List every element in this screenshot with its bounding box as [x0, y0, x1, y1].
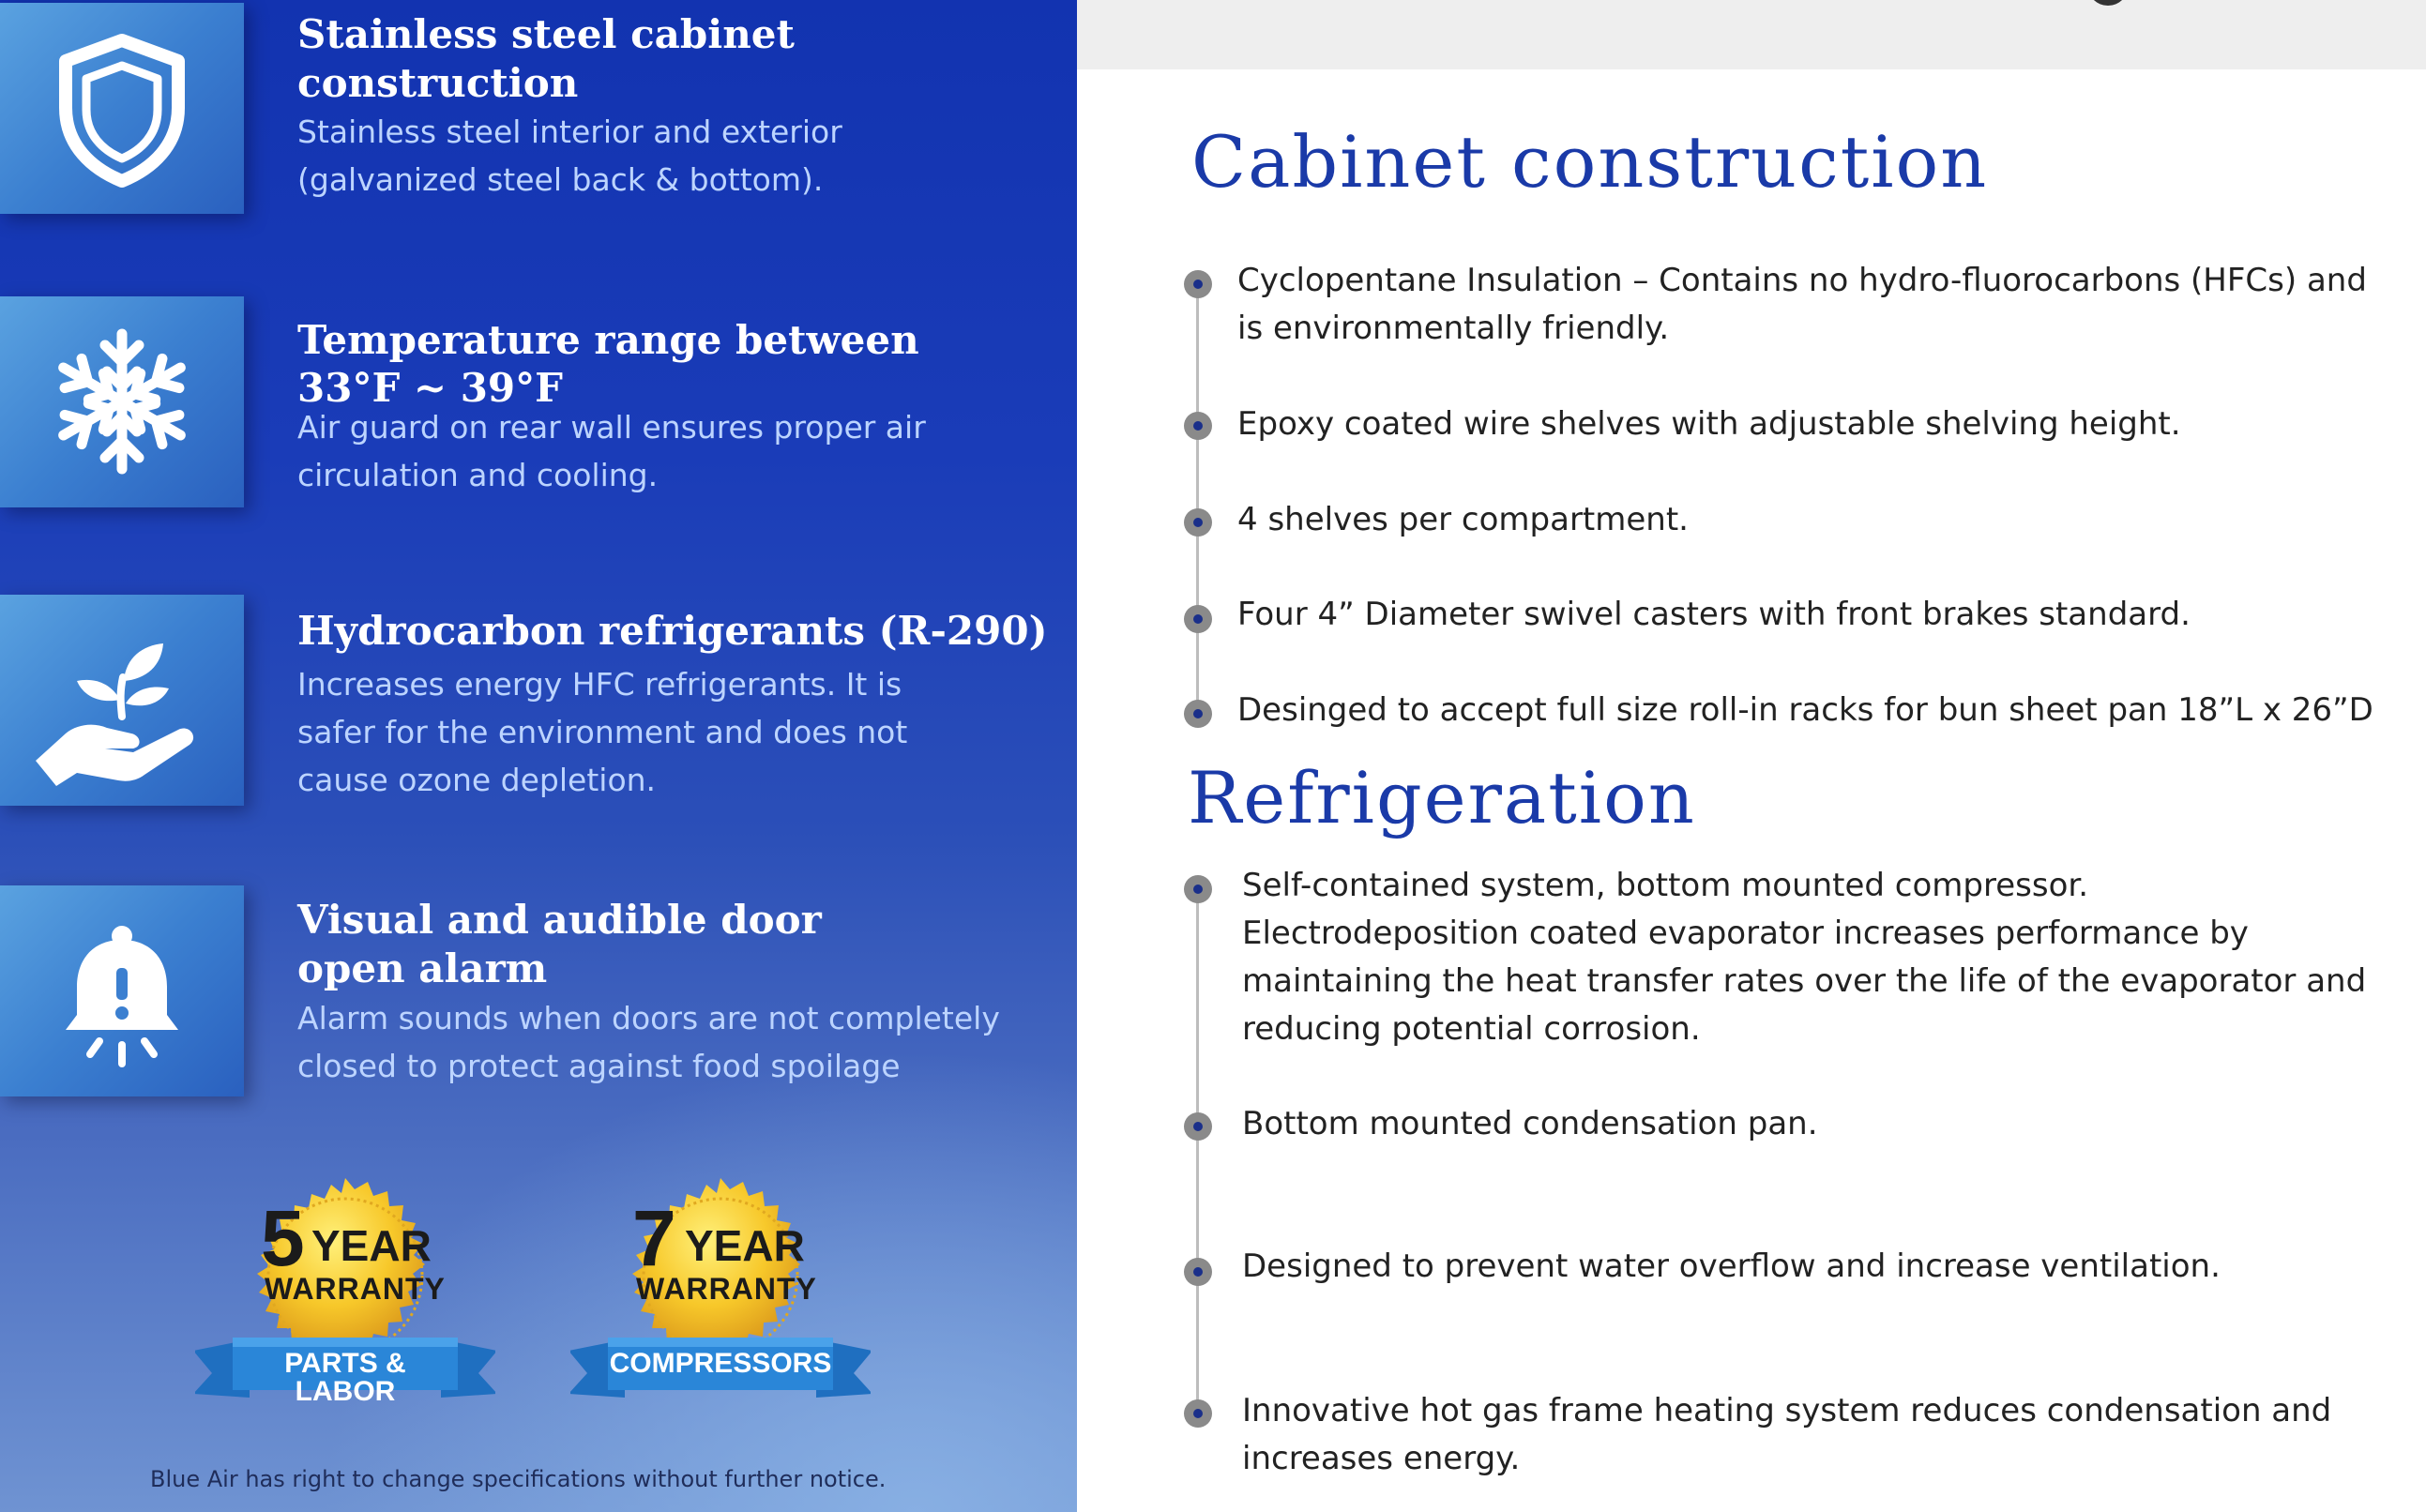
list-item: maintaining the heat transfer rates over the life of the evaporator and	[1242, 962, 2367, 1000]
feature-description: Alarm sounds when doors are not completely	[297, 1000, 1000, 1036]
bullet-icon	[1184, 508, 1212, 537]
feature-title: Visual and audible door	[297, 897, 822, 943]
feature-description: Stainless steel interior and exterior	[297, 113, 842, 150]
feature-description: cause ozone depletion.	[297, 762, 657, 798]
warranty-coverage: COMPRESSORS	[609, 1348, 832, 1379]
snowflake-icon	[28, 308, 216, 495]
shield-icon	[28, 14, 216, 202]
feature-description: Increases energy HFC refrigerants. It is	[297, 666, 902, 703]
section-heading-refrigeration: Refrigeration	[1188, 756, 1696, 839]
bullet-icon	[1184, 270, 1212, 298]
feature-tile	[0, 595, 244, 806]
feature-title: construction	[297, 60, 579, 106]
plant-hand-icon	[28, 606, 216, 794]
warranty-label: WARRANTY	[265, 1272, 446, 1306]
warranty-years: 5	[261, 1194, 305, 1282]
bullet-icon	[1184, 700, 1212, 728]
feature-description: circulation and cooling.	[297, 457, 659, 493]
warranty-year-label: YEAR	[311, 1221, 432, 1270]
disclaimer: Blue Air has right to change specifications without further notice.	[150, 1466, 887, 1492]
features-panel	[0, 0, 1077, 1512]
feature-tile	[0, 296, 244, 507]
list-item: reducing potential corrosion.	[1242, 1010, 1701, 1048]
top-bar	[1077, 0, 2426, 69]
list-item: Desinged to accept full size roll-in racks for bun sheet pan 18”L x 26”D	[1237, 691, 2373, 729]
bullet-icon	[1184, 1399, 1212, 1428]
list-item: Electrodeposition coated evaporator increases performance by	[1242, 915, 2249, 952]
feature-description: safer for the environment and does not	[297, 714, 908, 750]
bullet-icon	[1184, 1112, 1212, 1141]
feature-title: open alarm	[297, 945, 548, 991]
feature-description: Air guard on rear wall ensures proper air	[297, 409, 926, 446]
feature-description: closed to protect against food spoilage	[297, 1048, 901, 1084]
list-item: Innovative hot gas frame heating system reduces condensation and	[1242, 1392, 2332, 1429]
list-item: Designed to prevent water overflow and increase ventilation.	[1242, 1247, 2221, 1285]
feature-title: 33°F ~ 39°F	[297, 365, 563, 411]
bullet-icon	[1184, 1258, 1212, 1286]
warranty-label: WARRANTY	[636, 1272, 817, 1306]
feature-tile	[0, 885, 244, 1096]
bullet-icon	[1184, 605, 1212, 633]
warranty-badge-5-year	[195, 1172, 495, 1435]
list-item: Self-contained system, bottom mounted compressor.	[1242, 867, 2089, 904]
section-heading-cabinet: Cabinet construction	[1191, 120, 1989, 204]
list-item: increases energy.	[1242, 1440, 1521, 1477]
feature-title: Temperature range between	[297, 317, 919, 363]
timeline-line	[1196, 891, 1199, 1416]
timeline-line	[1196, 284, 1199, 716]
warranty-years: 7	[632, 1194, 676, 1282]
bullet-icon	[1184, 875, 1212, 903]
warranty-year-label: YEAR	[685, 1221, 805, 1270]
list-item: 4 shelves per compartment.	[1237, 501, 1689, 538]
feature-description: (galvanized steel back & bottom).	[297, 161, 824, 198]
alarm-bell-icon	[28, 897, 216, 1084]
feature-title: Hydrocarbon refrigerants (R-290)	[297, 608, 1048, 654]
list-item: Four 4” Diameter swivel casters with front brakes standard.	[1237, 596, 2191, 633]
warranty-badge-7-year	[570, 1172, 871, 1435]
list-item: Cyclopentane Insulation – Contains no hydro-fluorocarbons (HFCs) and	[1237, 262, 2367, 299]
list-item: is environmentally friendly.	[1237, 310, 1670, 347]
warranty-coverage: PARTS & LABOR	[284, 1348, 406, 1407]
list-item: Epoxy coated wire shelves with adjustable shelving height.	[1237, 405, 2181, 443]
feature-title: Stainless steel cabinet	[297, 11, 795, 57]
bullet-icon	[1184, 412, 1212, 440]
feature-tile	[0, 3, 244, 214]
list-item: Bottom mounted condensation pan.	[1242, 1105, 1818, 1142]
